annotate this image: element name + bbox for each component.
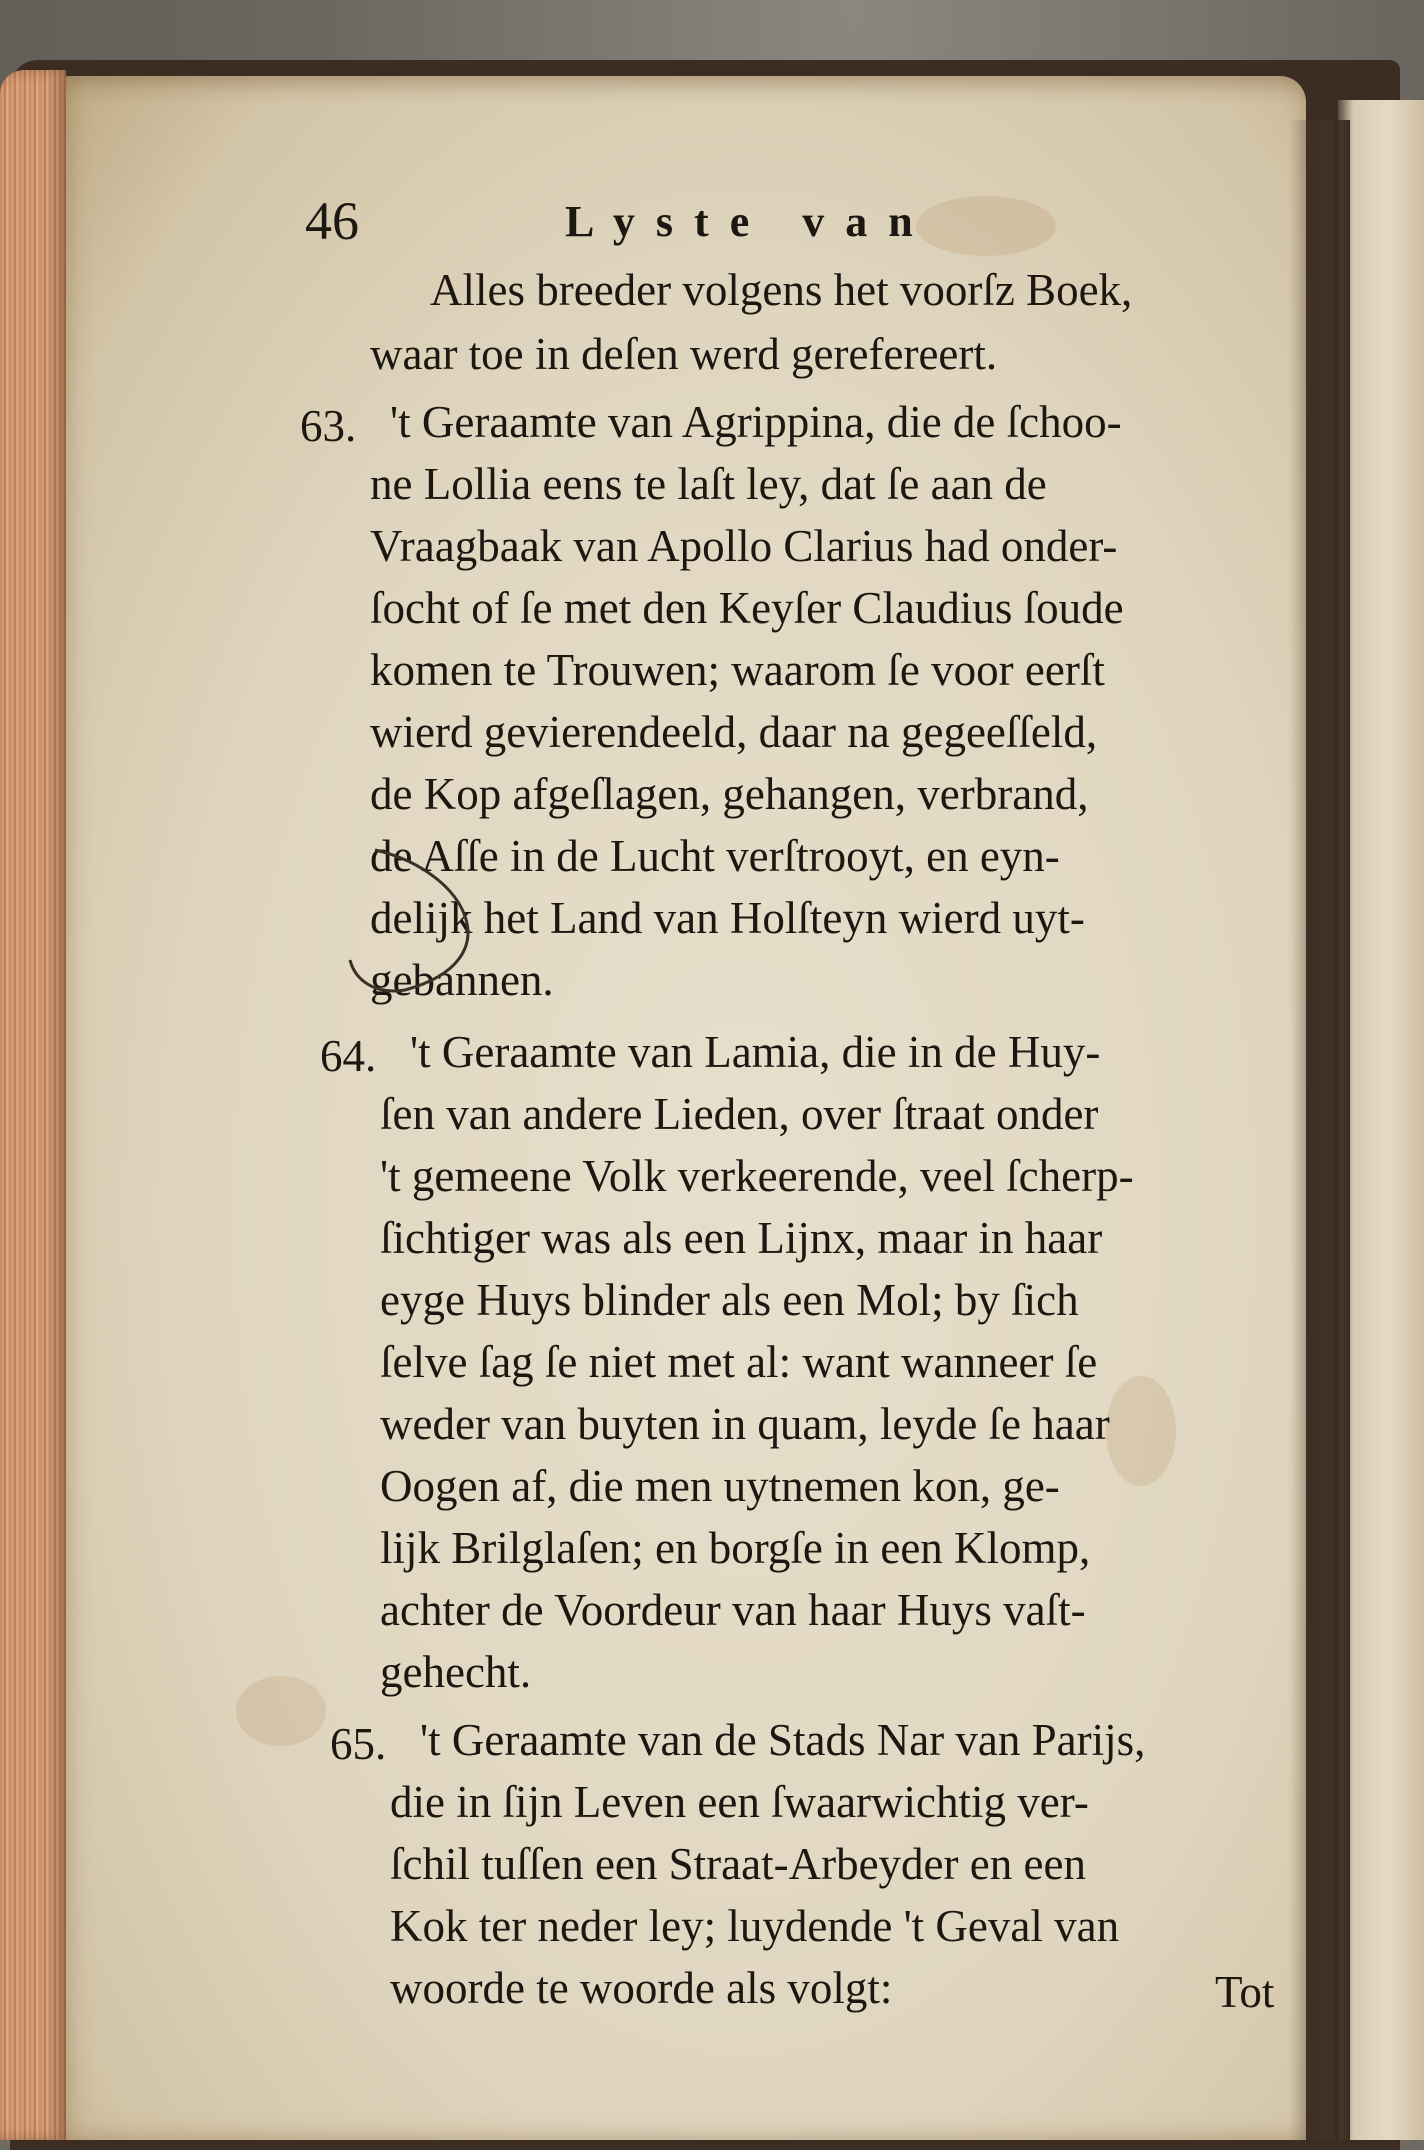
text-line: achter de Voordeur van haar Huys vaſt- [380, 1585, 1086, 1635]
text-line: 't Geraamte van de Stads Nar van Parijs, [420, 1715, 1146, 1765]
text-line: gebannen. [370, 955, 554, 1005]
text-line: waar toe in deſen werd gerefereert. [370, 329, 998, 379]
entry-number: 64. [320, 1031, 377, 1081]
text-line: ſichtiger was als een Lijnx, maar in haar [380, 1213, 1103, 1263]
text-line: lijk Brilglaſen; en borgſe in een Klomp, [380, 1523, 1091, 1573]
text-line: Oogen af, die men uytnemen kon, ge- [380, 1461, 1060, 1511]
foxing-stain [236, 1676, 326, 1746]
text-line: Vraagbaak van Apollo Clarius had onder- [370, 521, 1118, 571]
text-line: ſelve ſag ſe niet met al: want wanneer ſe [380, 1337, 1098, 1387]
text-line: Kok ter neder ley; luydende 't Geval van [390, 1901, 1120, 1951]
text-line: 't gemeene Volk verkeerende, veel ſcherp- [380, 1151, 1134, 1201]
text-line: ne Lollia eens te laſt ley, dat ſe aan de [370, 459, 1047, 509]
text-line: Alles breeder volgens het voorſz Boek, [430, 265, 1133, 315]
text-line: de Aſſe in de Lucht verſtrooyt, en eyn- [370, 831, 1060, 881]
text-line: ſen van andere Lieden, over ſtraat onder [380, 1089, 1099, 1139]
text-line: eyge Huys blinder als een Mol; by ſich [380, 1275, 1079, 1325]
page-number: 46 [305, 191, 359, 251]
text-line: ſchil tuſſen een Straat-Arbeyder en een [390, 1839, 1086, 1889]
entry-number: 63. [300, 401, 357, 451]
text-line: de Kop afgeſlagen, gehangen, verbrand, [370, 769, 1089, 819]
text-line: delijk het Land van Holſteyn wierd uyt- [370, 893, 1085, 943]
foxing-stain [1106, 1376, 1176, 1486]
text-line: weder van buyten in quam, leyde ſe haar [380, 1399, 1110, 1449]
page-header [305, 190, 1105, 260]
catchword: Tot [1215, 1967, 1275, 2017]
text-line: 't Geraamte van Lamia, die in de Huy- [410, 1027, 1101, 1077]
pencil-mark [345, 840, 545, 1000]
book-gutter-shadow [1290, 120, 1350, 2140]
text-line: wierd gevierendeeld, daar na gegeeſſeld, [370, 707, 1098, 757]
entry-number: 65. [330, 1719, 387, 1769]
text-line: ſocht of ſe met den Keyſer Claudius ſoude [370, 583, 1124, 633]
text-line: komen te Trouwen; waarom ſe voor eerſt [370, 645, 1105, 695]
text-line: woorde te woorde als volgt: [390, 1963, 893, 2013]
page-block-edges [0, 70, 66, 2140]
text-line: 't Geraamte van Agrippina, die de ſchoo- [390, 397, 1122, 447]
text-line: die in ſijn Leven een ſwaarwichtig ver- [390, 1777, 1089, 1827]
facing-page-edge [1338, 100, 1424, 2140]
text-line: gehecht. [380, 1647, 532, 1697]
running-head: Lyste van [565, 197, 934, 246]
